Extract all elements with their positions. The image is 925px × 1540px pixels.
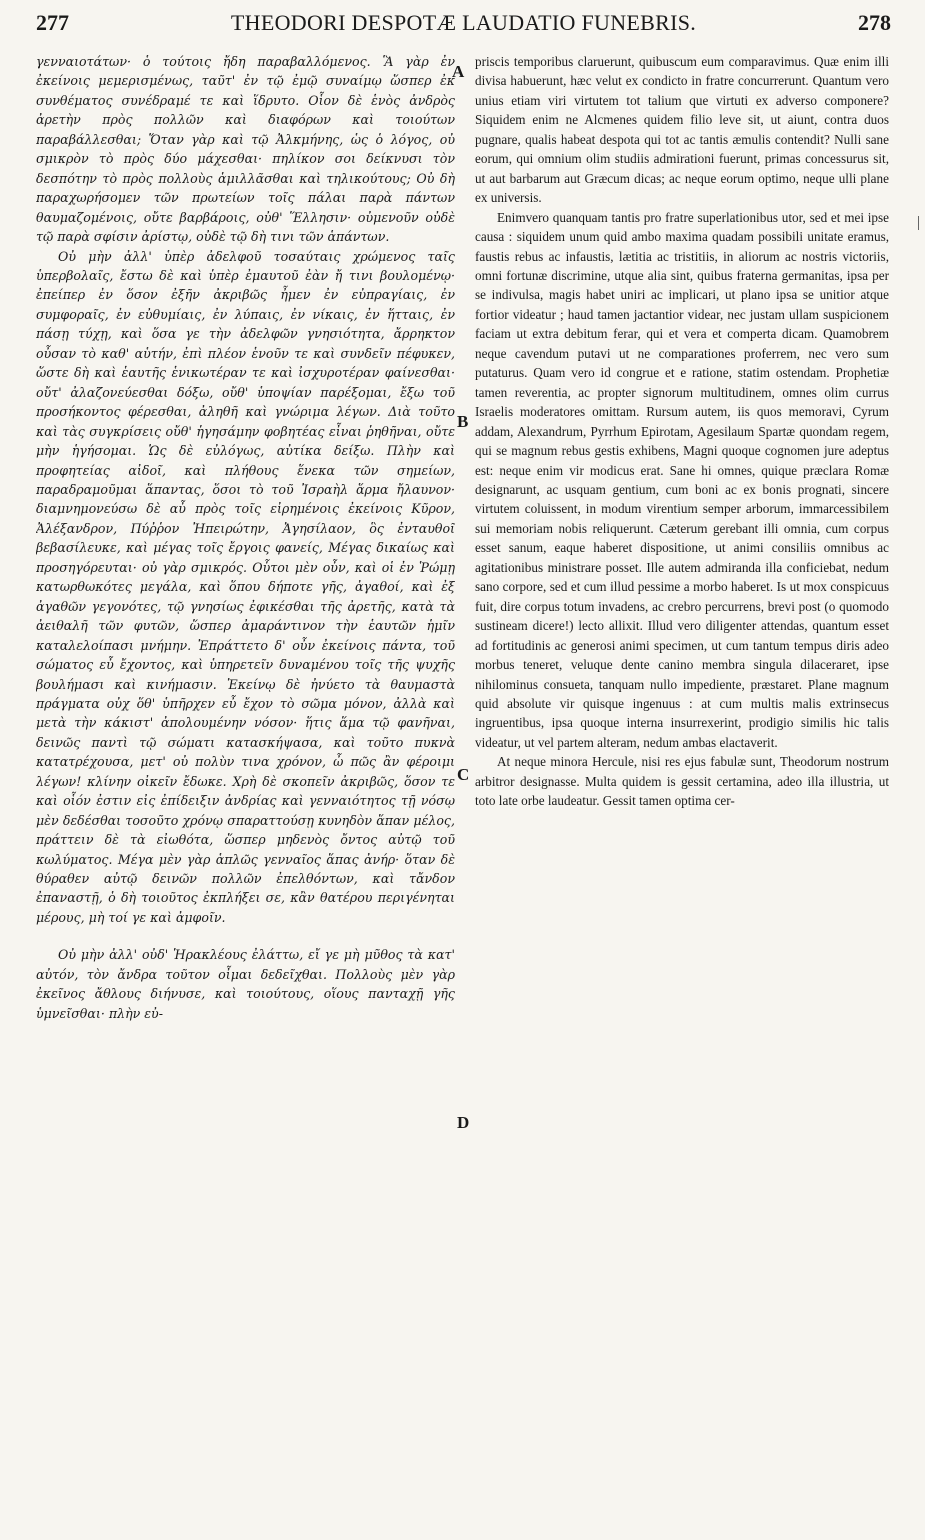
left-page-number: 277 xyxy=(36,10,69,35)
greek-paragraph: γενναιοτάτων· ὁ τούτοις ἤδη παραβαλλόμενος. Ἃ γὰρ ἐν ἐκείνοις μεμερισμένως, ταῦτ' ἐν τῷ ἐμῷ συναίμῳ ὥσπερ ἐκ συνθέματος συνέδραμέ τε καὶ ἵδρυτο. Οἷον δὲ ἑνὸς ἀνδρὸς ἀρετὴν πρὸς πολλῶν καὶ διαφόρων καὶ τοιούτων παραβάλλεσθαι; Ὅταν γὰρ καὶ τῷ Ἀλκμήνης, ὡς ὁ λόγος, οὐ σμικρὸν τὸ πρὸς δύο μάχεσθαι· πηλίκον σοι δείκνυσι τὸν δεσπότην τὸ πρὸς πολλοὺς ἁμιλλᾶσθαι καὶ τηλικούτους; Οὐ δὴ παραχωρήσομεν τῶν πρωτείων τοῖς πάλαι παρὰ πάντων θαυμαζομένοις, οὔτε βαρβάροις, οὐθ' Ἕλλησιν· οὐμενοῦν οὐδὲ τῷ παρὰ σφίσιν ἀρίστῳ, οὐδὲ τῷ δὴ τινι τῶν ἁπάντων. xyxy=(36,54,455,245)
running-header xyxy=(36,6,891,40)
latin-paragraph: Enimvero quanquam tantis pro fratre superlationibus utor, sed et mei ipse causa : siquidem unum quid ambo maxima quadam possibili unitate eramus, faustis rebus ac infaustis, lætitia ac tristitiis, in aliorum ac nostris victoriis, omni fortunæ discrimine, utque alia sint, quibus fraterna germanitas, ipsa per se indivulsa, magis habet uniri ac implicari, ut plano ipsa se unitior atque fortior videatur ; haud tamen jactantior videar, nec justam ullam suspicionem faciam ut extra debitum ferar, qui et vera et comperta dicam. Quamobrem neque cavendum putavi ut ne comparationes proferrem, nec vero sum putaturus. Quam vero id congrue et e ratione, statim ostendam. Prophetiæ tamen reverentia, ac propter signorum multitudinem, omnes olim currus Israelis moderatores omittam. Rursum autem, iis quos memoravi, Cyrum addam, Alexandrum, Pyrrhum Epirotam, Agesilaum Spartæ quondam regem, qui se magnum rebus gestis exhibens, Magni quoque cognomen jure adeptus est: neque enim vir modicus erat. Sane hi omnes, quique præclara Romæ designarunt, ac usquam gentium, cum boni ac ex bonis prognati, sincere virtutem coluissent, in modum virentium semper arborum, immarcessibilem sui memoriam nobis reliquerunt. Cæterum gerebant illi omnia, cum corpus esset sanum, eaque haberet dispositione, ut animi consiliis omnibus ac agitationibus ministrare posset. Ille autem admiranda illa conficiebat, nedum sano corpore, sed et cum illud pessime a morbo haberet. Is ut mox conspicuus fuit, dire corpus totum invadens, ac crebro percurrens, brevi post (o quomodo sustineam dicere!) lecto allixit. Illud vero diligenter attendas, quantum esset ad fortitudinis ac generosi animi specimen, ut cum tantum tempus diris adeo morbus teneret, veluque dente canino membra singula dilaceraret, ipse nihilominus consueta, tanquam nullo impediente, præstaret. Plane magnum quid absolute vir quisque ingenuus : at cum multis malis extrinsecus ingruentibus, ipsa quoque interna insurrexerint, prodigio similis hic talis videatur, ut vel partem alteram, nedum ambas elactaverit. xyxy=(475,209,889,750)
greek-text-column xyxy=(36,52,455,1530)
margin-marker-a: A xyxy=(452,62,465,81)
margin-marker-d: D xyxy=(457,1113,470,1132)
greek-paragraph: Οὐ μὴν ἀλλ' ὑπὲρ ἀδελφοῦ τοσαύταις χρώμενος ταῖς ὑπερβολαῖς, ἔστω δὲ καὶ ὑπὲρ ἐμαυτοῦ ἐὰν ἤ τινι βουλομένῳ· ἐπείπερ ἐν ὅσον ἐξῆν ἀκριβῶς ἦμεν ἐν εὐπραγίαις, ἐν συμφοραῖς, ἐν εὐθυμίαις, ἐν λύπαις, ἐν νίκαις, ἐν ἥτταις, ἐν πάσῃ τύχῃ, καὶ ὅσα γε τὴν ἀδελφῶν γνησιότητα, ἄρρηκτον οὖσαν τὸ καθ' αὑτήν, ἐπὶ πλέον ἑνοῦν τε καὶ συνδεῖν πέφυκεν, ὥστε δὴ καὶ ἑαυτῆς ἑνικωτέραν τε καὶ ἰσχυροτέραν φαίνεσθαι· οὔτ' ἀλαζονεύεσθαι δόξω, οὔθ' ὑποψίαν παρέξομαι, ἔξω τοῦ προσήκοντος φέρεσθαι, ἀληθῆ καὶ γνώριμα λέγων. Διὰ τοῦτο καὶ τὰς συγκρίσεις οὔθ' ἡγησάμην φοβητέας εἶναι ῥηθῆναι, οὔτε μὴν ἡγήσομαι. Ὡς δὲ εὐλόγως, αὐτίκα δείξω. Πλὴν καὶ προφητείας αἰδοῖ, καὶ πλήθους ἕνεκα τῶν σημείων, παραδραμοῦμαι ἅπαντας, ὅσοι τὸ τοῦ Ἰσραὴλ ἅρμα ἤλαυνον· διαμνημονεύσω δὲ αὖ πρὸς τοῖς εἰρημένοις ἐκείνοις Κῦρον, Ἀλέξανδρον, Πύῤῥον Ἠπειρώτην, Ἀγησίλαον, ὃς ἐνταυθοῖ βεβασίλευκε, καὶ μέγας τοῖς ἔργοις φανείς, Μέγας δικαίως καὶ προσηγόρευται· οὐ γὰρ σμικρός. Οὗτοι μὲν οὖν, καὶ οἱ ἐν Ῥώμῃ κατωρθωκότες μεγάλα, καὶ ὅπου δήποτε γῆς, ἀγαθοί, καὶ ἐξ ἀγαθῶν γεγονότες, τῷ γνησίως ἐφικέσθαι τῆς ἀρετῆς, κατὰ τὰ ἀειθαλῆ τῶν φυτῶν, ὥσπερ ἀμαράντινον τὴν ἑαυτῶν ἡμῖν καταλελοίπασι μνήμην. Ἐπράττετο δ' οὖν ἐκείνοις πάντα, τοῦ σώματος εὖ ἔχοντος, καὶ ὑπηρετεῖν δυναμένου τοῖς τῆς ψυχῆς βουλήμασι καὶ κινήμασιν. Ἐκείνῳ δὲ ἠνύετο τὰ θαυμαστὰ πράγματα οὐχ ὅθ' ὑπῆρχεν εὖ ἔχον τὸ σῶμα μόνον, ἀλλὰ καὶ μετὰ τὴν κάκιστ' ἀπολουμένην νόσον· ἥτις ἅμα τῷ φανῆναι, δεινῶς παντὶ τῷ σώματι κατασκήψασα, καὶ τοῦτο πυκνὰ κατατρέχουσα, μετ' οὐ πολὺν τινα χρόνον, ὦ πῶς ἂν φέροιμι λέγων! κλίνην οἰκεῖν ἔδωκε. Χρὴ δὲ σκοπεῖν ἀκριβῶς, ὅσον τε καὶ οἷόν ἐστιν εἰς ἐπίδειξιν ἀνδρίας καὶ γενναιότητος τῇ νόσῳ μὲν δεδέσθαι τοσοῦτο χρόνῳ σπαραττούσῃ κυνηδὸν ἅπαν μέλος, πράττειν δὲ τὰ εἰωθότα, ὥσπερ μηδενὸς ὄντος αὐτῷ τοῦ κωλύματος. Μέγα μὲν γὰρ ἁπλῶς γενναῖος ἅπας ἀνήρ· ὅταν δὲ θύραθεν αὐτῷ δεινῶν πολλῶν ἐπελθόντων, καὶ τἄνδον ἐπαναστῇ, ὁ δὴ τοιοῦτος ἐκπλήξει σε, κἂν θατέρου περιγένηται μέρους, μὴ τοί γε καὶ ἀμφοῖν. xyxy=(36,248,455,925)
greek-paragraph: Οὐ μὴν ἀλλ' οὐδ' Ἡρακλέους ἐλάττω, εἴ γε μὴ μῦθος τὰ κατ' αὐτόν, τὸν ἄνδρα τοῦτον οἶμαι δεδεῖχθαι. Πολλοὺς μὲν γὰρ ἐκεῖνος ἄθλους διήνυσε, καὶ τοιούτους, οἵους πανταχῇ γῆς ὑμνεῖσθαι· πλὴν εὐ- xyxy=(36,947,455,1021)
running-title: THEODORI DESPOTÆ LAUDATIO FUNEBRIS. xyxy=(230,10,697,35)
right-page-number: 278 xyxy=(858,10,891,35)
latin-text-column xyxy=(475,52,889,1530)
margin-marker-c: C xyxy=(457,765,470,784)
latin-paragraph: At neque minora Hercule, nisi res ejus fabulæ sunt, Theodorum nostrum arbitror designasse. Multa quidem is gessit certamina, adeo illa illustria, ut toto late orbe laudeatur. Gessit tamen optima cer- xyxy=(475,754,889,809)
margin-marker-b: B xyxy=(457,412,469,431)
latin-paragraph: priscis temporibus claruerunt, quibuscum eum comparavimus. Quæ enim illi divisa habuerunt, hæc velut ex condicto in fratre concurrerunt. Quantum vero unius etiam viri virtutem tot talium que virtuti ex adverso componere? Siquidem enim ne Alcmenes quidem filio leve sit, ut aiunt, contra duos pugnare, qualis habeat despota qui tot ac tantis æmulis contendit? Nulli sane eorum, qui omnium olim studiis admirationi fuerunt, primas concessurus sit, ut aut barbarum aut Græcum dicas; ac neque eorum optimo, neque ulli plane ex universis. xyxy=(475,54,889,206)
margin-tick-mark xyxy=(918,216,919,230)
